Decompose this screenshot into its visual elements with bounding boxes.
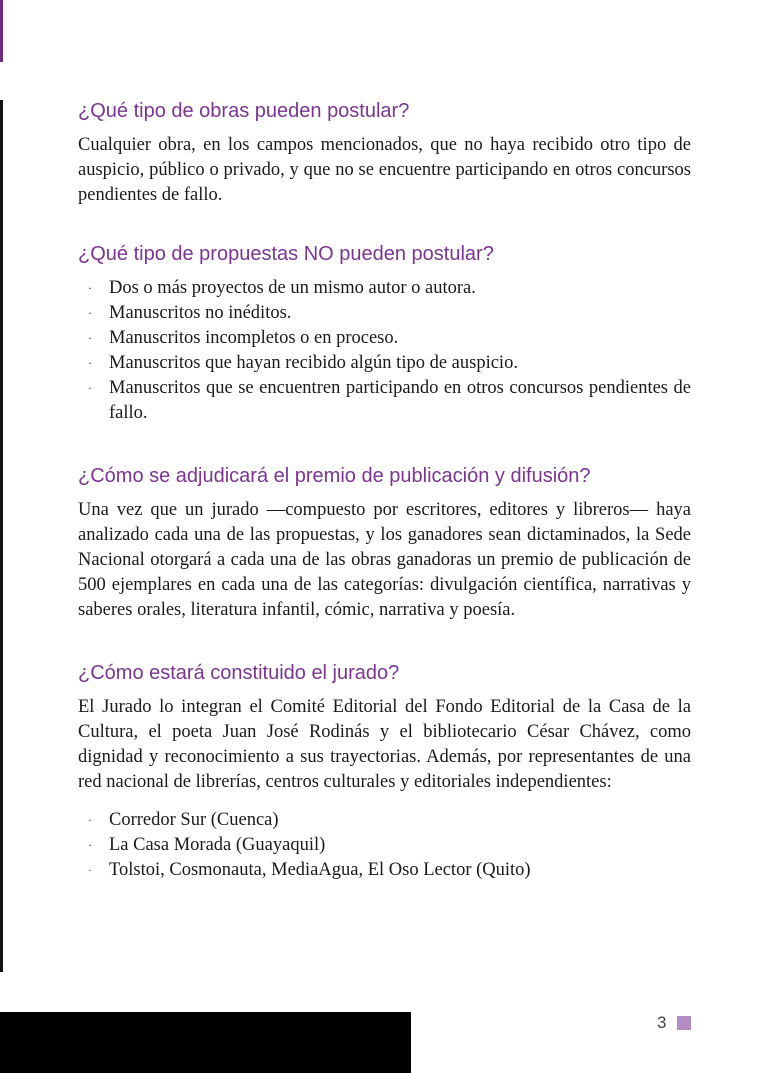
bullet-icon: · (88, 306, 92, 320)
section-paragraph: Una vez que un jurado —compuesto por escritores, editores y libreros— haya analizado cada una de las propuestas, y los ganadores sean dictaminados, la Sede Nacional otorgará a cada una de las obras ganadoras un premio de publicación de 500 ejemplares en cada una de las categorías: divulgación científica, narrativas y saberes orales, literatura infantil, cómic, narrativa y poesía. (78, 500, 691, 620)
list-item (78, 376, 691, 426)
list-item-text: Corredor Sur (Cuenca) (109, 810, 279, 830)
left-margin-rule (0, 100, 3, 972)
list-item (78, 276, 691, 301)
bullet-icon: · (88, 331, 92, 345)
bullet-list (78, 808, 691, 883)
footer-black-block (0, 1012, 411, 1073)
list-item (78, 808, 691, 833)
list-item-text: Manuscritos incompletos o en proceso. (109, 328, 399, 348)
bullet-icon: · (88, 838, 92, 852)
section-obras (78, 98, 691, 208)
section-heading: ¿Cómo estará constituido el jurado? (78, 662, 400, 684)
section-heading: ¿Cómo se adjudicará el premio de publicación y difusión? (78, 465, 591, 487)
top-accent-bar (0, 0, 3, 62)
list-item-text: Tolstoi, Cosmonauta, MediaAgua, El Oso Lector (Quito) (109, 860, 531, 880)
section-jurado (78, 660, 691, 883)
section-propuestas-no (78, 241, 691, 426)
bullet-list (78, 276, 691, 426)
list-item (78, 326, 691, 351)
list-item (78, 301, 691, 326)
bullet-icon: · (88, 381, 92, 395)
section-paragraph: Cualquier obra, en los campos mencionados, que no haya recibido otro tipo de auspicio, público o privado, y que no se encuentre participando en otros concursos pendientes de fallo. (78, 135, 691, 205)
page-marker-square-icon (677, 1016, 691, 1030)
list-item (78, 351, 691, 376)
list-item (78, 833, 691, 858)
section-heading: ¿Qué tipo de obras pueden postular? (78, 100, 410, 122)
list-item-text: Manuscritos no inéditos. (109, 303, 292, 323)
section-premio (78, 463, 691, 623)
list-item-text: La Casa Morada (Guayaquil) (109, 835, 326, 855)
bullet-icon: · (88, 281, 92, 295)
page-number: 3 (657, 1013, 667, 1032)
bullet-icon: · (88, 813, 92, 827)
section-heading: ¿Qué tipo de propuestas NO pueden postular? (78, 243, 494, 265)
list-item (78, 858, 691, 883)
bullet-icon: · (88, 863, 92, 877)
list-item-text: Manuscritos que hayan recibido algún tipo de auspicio. (109, 353, 518, 373)
list-item-text: Manuscritos que se encuentren participando en otros concursos pendientes de fallo. (109, 378, 691, 423)
section-paragraph: El Jurado lo integran el Comité Editorial del Fondo Editorial de la Casa de la Cultura, el poeta Juan José Rodinás y el bibliotecario César Chávez, como dignidad y reconocimiento a sus trayectorias. Además, por representantes de una red nacional de librerías, centros culturales y editoriales independientes: (78, 697, 691, 792)
bullet-icon: · (88, 356, 92, 370)
list-item-text: Dos o más proyectos de un mismo autor o autora. (109, 278, 476, 298)
page-content (78, 98, 691, 883)
